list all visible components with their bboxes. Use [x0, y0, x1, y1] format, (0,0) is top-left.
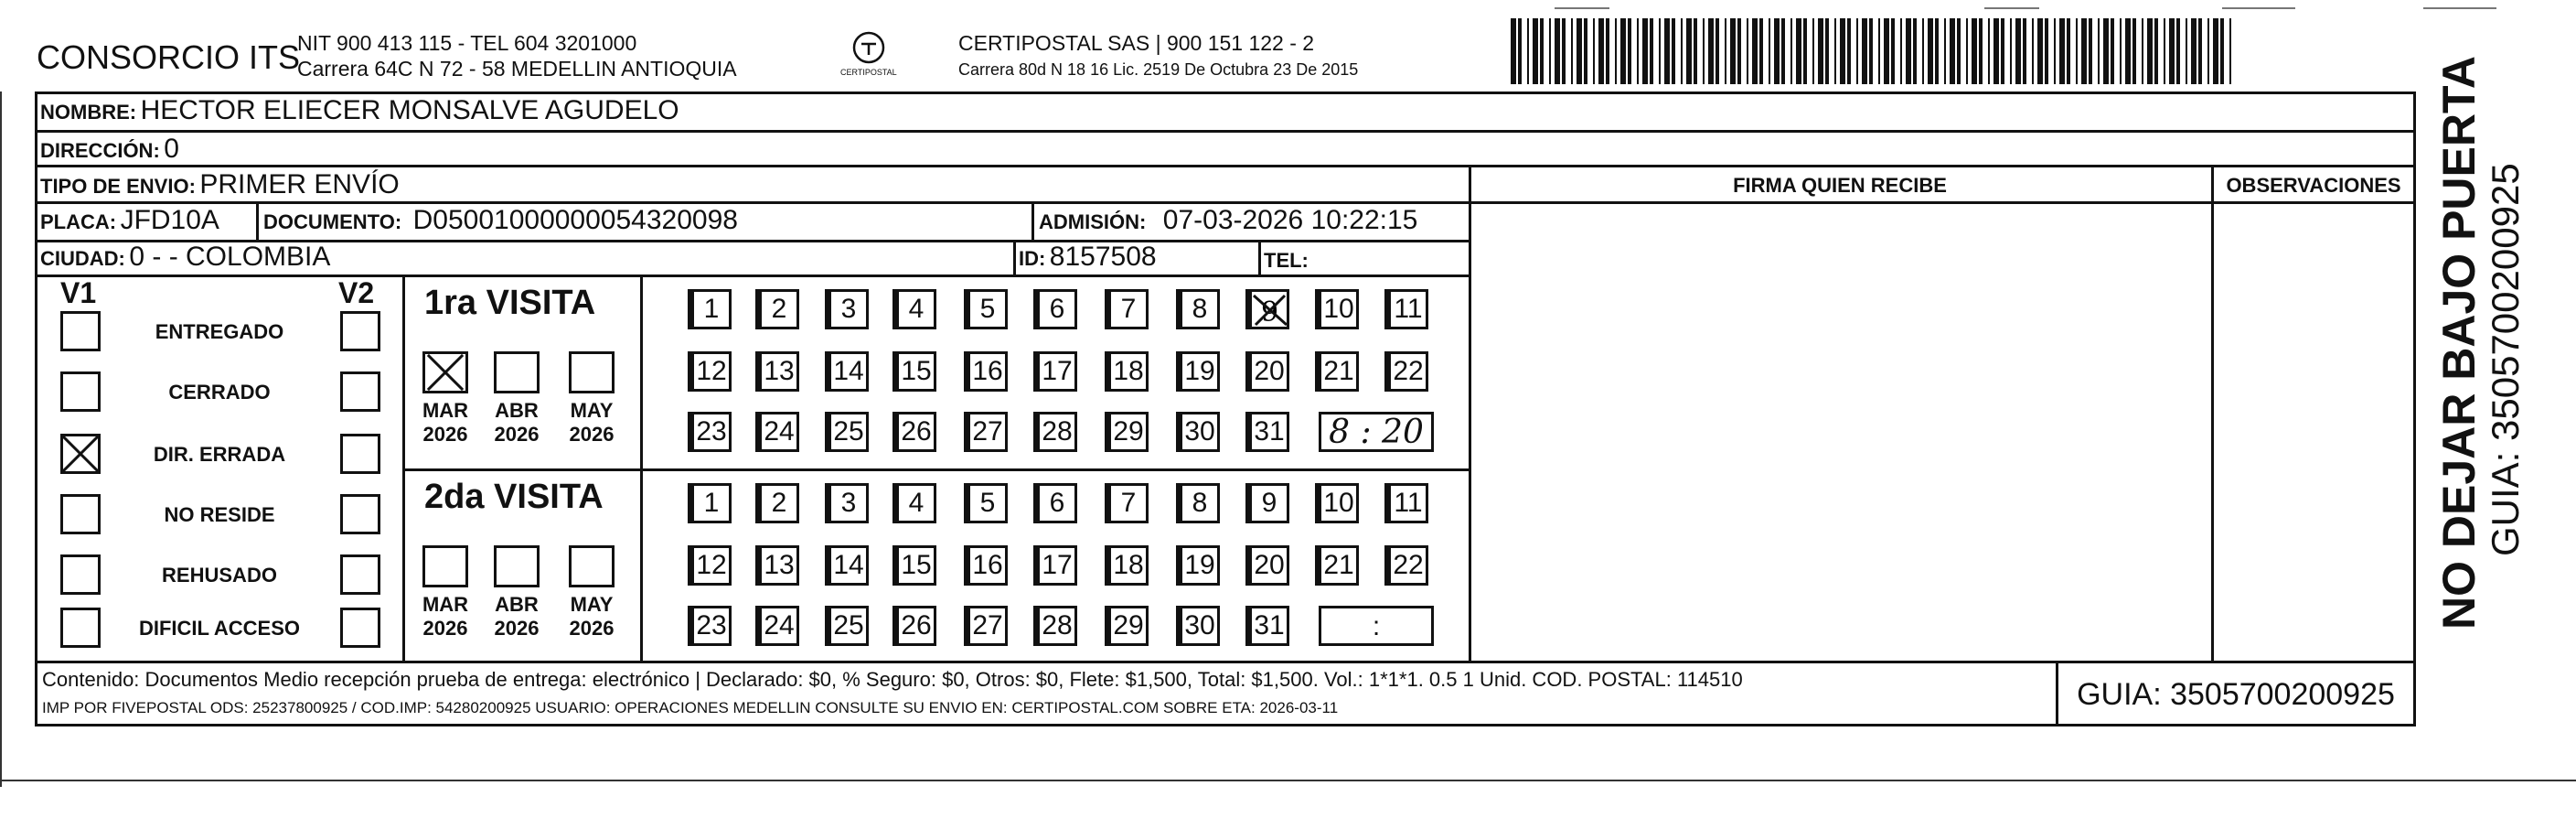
day-cell[interactable]: 31 [1249, 606, 1289, 646]
v2-checkbox-rehusado[interactable] [340, 554, 380, 595]
status-label: CERRADO [168, 381, 271, 404]
day-cell[interactable]: 21 [1319, 351, 1359, 392]
nombre-row [40, 95, 679, 126]
direccion-value: 0 [164, 134, 179, 164]
logo-text: CERTIPOSTAL [840, 68, 897, 77]
carrier-line2: Carrera 80d N 18 16 Lic. 2519 De Octubra 23 De 2015 [958, 60, 1359, 79]
documento-label: DOCUMENTO: [263, 210, 402, 233]
day-cell[interactable]: 11 [1388, 483, 1428, 523]
day-cell[interactable]: 7 [1108, 483, 1149, 523]
month-label: ABR 2026 [494, 399, 540, 446]
day-cell[interactable]: 30 [1180, 606, 1220, 646]
certipostal-logo [837, 27, 901, 82]
day-cell[interactable]: 1 [691, 289, 732, 329]
day-cell[interactable]: 21 [1319, 545, 1359, 586]
tel-cell [1264, 243, 1309, 274]
id-label: ID: [1019, 247, 1046, 270]
month-label: ABR 2026 [494, 593, 540, 640]
v2-checkbox-dificil-acceso[interactable] [340, 608, 380, 648]
barcode [1509, 18, 2240, 84]
day-cell[interactable]: 27 [967, 412, 1008, 452]
day-cell[interactable]: 18 [1108, 545, 1149, 586]
day-cell[interactable]: 16 [967, 351, 1008, 392]
id-cell [1019, 242, 1157, 273]
day-cell[interactable]: 18 [1108, 351, 1149, 392]
month-label: MAY 2026 [569, 593, 615, 640]
day-cell[interactable]: 13 [759, 545, 799, 586]
day-cell[interactable]: 19 [1180, 545, 1220, 586]
day-cell[interactable]: 27 [967, 606, 1008, 646]
side-guia: GUIA: 3505700200925 [2484, 163, 2527, 556]
left-edge [0, 91, 2, 787]
day-cell[interactable]: 29 [1108, 606, 1149, 646]
observaciones-header: OBSERVACIONES [2226, 174, 2401, 197]
day-cell[interactable]: 7 [1108, 289, 1149, 329]
day-cell[interactable]: 26 [896, 412, 936, 452]
day-cell[interactable]: 11 [1388, 289, 1428, 329]
day-cell[interactable]: 14 [828, 545, 869, 586]
day-cell[interactable]: 25 [828, 412, 869, 452]
day-cell[interactable]: 4 [896, 483, 936, 523]
day-cell[interactable]: 29 [1108, 412, 1149, 452]
direccion-label: DIRECCIÓN: [40, 139, 160, 162]
day-cell[interactable]: 26 [896, 606, 936, 646]
firma-header: FIRMA QUIEN RECIBE [1733, 174, 1947, 197]
tipo-envio-value: PRIMER ENVÍO [199, 169, 400, 199]
day-cell[interactable]: 2 [759, 289, 799, 329]
day-cell[interactable]: 19 [1180, 351, 1220, 392]
visit-time-box[interactable]: 8 : 20 [1319, 412, 1434, 452]
bottom-edge [0, 780, 2576, 781]
day-cell[interactable]: 2 [759, 483, 799, 523]
day-cell[interactable]: 4 [896, 289, 936, 329]
v1-checkbox-cerrado[interactable] [60, 371, 101, 412]
placa-value: JFD10A [120, 205, 219, 235]
nit-line: NIT 900 413 115 - TEL 604 3201000 [297, 31, 637, 55]
month-label: MAR 2026 [422, 399, 469, 446]
svg-text:9: 9 [1261, 296, 1279, 328]
day-cell[interactable]: 16 [967, 545, 1008, 586]
v2-header: V2 [338, 276, 375, 309]
day-cell[interactable]: 6 [1037, 483, 1077, 523]
v1-checkbox-rehusado[interactable] [60, 554, 101, 595]
visit-time-box[interactable]: : [1319, 606, 1434, 646]
v1-checkbox-no-reside[interactable] [60, 494, 101, 534]
day-cell[interactable]: 15 [896, 351, 936, 392]
status-label: DIFICIL ACCESO [138, 617, 300, 640]
day-cell[interactable]: 23 [691, 412, 732, 452]
day-cell[interactable]: 20 [1249, 351, 1289, 392]
documento-value: D05001000000054320098 [412, 205, 738, 235]
carrier-line1: CERTIPOSTAL SAS | 900 151 122 - 2 [958, 31, 1315, 55]
status-label: NO RESIDE [164, 503, 275, 526]
ciudad-value: 0 - - COLOMBIA [129, 242, 331, 272]
ciudad-label: CIUDAD: [40, 247, 125, 270]
day-cell[interactable]: 3 [828, 289, 869, 329]
day-cell[interactable]: 20 [1249, 545, 1289, 586]
month-checkbox-abr[interactable] [494, 545, 540, 587]
day-cell[interactable]: 30 [1180, 412, 1220, 452]
no-dejar-warning: NO DEJAR BAJO PUERTA [2433, 56, 2485, 630]
footer-contenido: Contenido: Documentos Medio recepción prueba de entrega: electrónico | Declarado: $0, % Seguro: $0, Otros: $0, Flete: $1,500, Total: $1,500. Vol.: 1*1*1. 0.5 1 Unid. COD. POSTAL: 114510 [42, 668, 1743, 691]
day-cell[interactable]: 5 [967, 483, 1008, 523]
footer-guia: GUIA: 3505700200925 [2077, 677, 2395, 712]
ciudad-cell [40, 242, 330, 273]
day-cell[interactable]: 31 [1249, 412, 1289, 452]
visit-title: 1ra VISITA [424, 284, 596, 322]
company-address: Carrera 64C N 72 - 58 MEDELLIN ANTIOQUIA [297, 57, 737, 81]
day-cell[interactable]: 5 [967, 289, 1008, 329]
day-cell[interactable]: 1 [691, 483, 732, 523]
status-label: REHUSADO [162, 564, 277, 587]
v1-checkbox-dificil-acceso[interactable] [60, 608, 101, 648]
day-cell[interactable]: 12 [691, 545, 732, 586]
day-cell[interactable]: 24 [759, 606, 799, 646]
nombre-label: NOMBRE: [40, 101, 137, 124]
day-cell[interactable]: 28 [1037, 606, 1077, 646]
v1-checkbox-dir-errada[interactable] [60, 434, 101, 474]
day-cell[interactable]: 22 [1388, 545, 1428, 586]
day-cell[interactable]: 12 [691, 351, 732, 392]
day-cell[interactable]: 25 [828, 606, 869, 646]
day-cell[interactable]: 6 [1037, 289, 1077, 329]
day-cell[interactable] [1249, 289, 1289, 329]
day-cell[interactable]: 14 [828, 351, 869, 392]
day-cell[interactable]: 17 [1037, 545, 1077, 586]
v2-checkbox-cerrado[interactable] [340, 371, 380, 412]
top-edge-marks [1555, 0, 2576, 13]
day-cell[interactable]: 9 [1249, 483, 1289, 523]
visit-title: 2da VISITA [424, 478, 604, 516]
status-label: ENTREGADO [155, 320, 284, 343]
tipo-envio-label: TIPO DE ENVIO: [40, 175, 196, 198]
day-cell[interactable]: 8 [1180, 289, 1220, 329]
month-label: MAY 2026 [569, 399, 615, 446]
tel-label: TEL: [1264, 249, 1309, 272]
day-cell[interactable]: 23 [691, 606, 732, 646]
month-label: MAR 2026 [422, 593, 469, 640]
placa-label: PLACA: [40, 210, 117, 233]
day-cell[interactable]: 22 [1388, 351, 1428, 392]
day-cell[interactable]: 8 [1180, 483, 1220, 523]
month-checkbox-may[interactable] [569, 545, 615, 587]
month-checkbox-abr[interactable] [494, 351, 540, 393]
documento-cell [263, 205, 738, 236]
id-value: 8157508 [1049, 242, 1157, 272]
company-name: CONSORCIO ITS [37, 38, 301, 76]
day-cell[interactable]: 28 [1037, 412, 1077, 452]
month-checkbox-may[interactable] [569, 351, 615, 393]
v1-header: V1 [60, 276, 97, 309]
day-cell[interactable]: 13 [759, 351, 799, 392]
placa-cell [40, 205, 219, 236]
admision-label: ADMISIÓN: [1039, 210, 1147, 233]
v2-checkbox-no-reside[interactable] [340, 494, 380, 534]
v2-checkbox-entregado[interactable] [340, 311, 380, 351]
v1-checkbox-entregado[interactable] [60, 311, 101, 351]
day-cell[interactable]: 17 [1037, 351, 1077, 392]
v2-checkbox-dir-errada[interactable] [340, 434, 380, 474]
day-cell[interactable]: 3 [828, 483, 869, 523]
day-cell[interactable]: 15 [896, 545, 936, 586]
day-cell[interactable]: 10 [1319, 289, 1359, 329]
footer-imp-line: IMP POR FIVEPOSTAL ODS: 25237800925 / COD.IMP: 54280200925 USUARIO: OPERACIONES MEDELLIN CONSULTE SU ENVIO EN: CERTIPOSTAL.COM SOBRE ETA: 2026-03-11 [42, 699, 1339, 716]
status-label: DIR. ERRADA [153, 443, 286, 466]
month-checkbox-mar[interactable] [422, 351, 468, 393]
month-checkbox-mar[interactable] [422, 545, 468, 587]
admision-value: 07-03-2026 10:22:15 [1162, 205, 1418, 235]
admision-cell [1039, 205, 1417, 236]
direccion-row [40, 134, 179, 165]
day-cell[interactable]: 10 [1319, 483, 1359, 523]
day-cell[interactable]: 24 [759, 412, 799, 452]
tipo-envio-row [40, 169, 400, 200]
nombre-value: HECTOR ELIECER MONSALVE AGUDELO [140, 95, 679, 125]
